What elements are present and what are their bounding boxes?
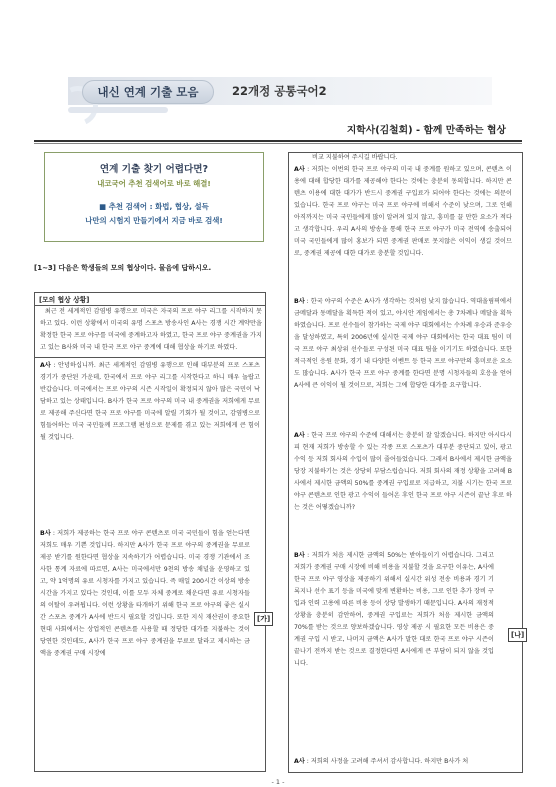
speech-b1-cont: 비교 지불하여 주시길 바랍니다. [312,154,398,161]
promo-box [44,152,264,242]
lesson-topic: 지학사(김철회) - 함께 만족하는 협상 [346,125,506,136]
promo-cta: 나만의 시험지 만들기에서 지금 바로 검색! [85,216,223,225]
speech-a4: A사 : 저희의 사정을 고려해 주셔서 감사합니다. 하지만 B사가 처 [294,758,469,765]
promo-keywords: ■ 추천 검색어 : 화법, 협상, 설득 [99,202,209,211]
header-rule-thin [34,143,522,144]
speech-a2: A사 : 저희는 이번의 한국 프로 야구의 미국 내 중계를 원하고 있으며, 콘텐츠 이용에 대해 합당한 대가를 제공해야 한다는 것에는 충분히 동의합니다. 하지만 콘텐츠 이용에 대한 대가가 반드시 중계권 구입료가 되어야 한다는 것에는 의문이 있습니다. 한국 프로 야구는 미국 프로 야구에 비해서 수준이 낮으며, 그로 인해 아직까지는 미국 국민들에게 많이 알려져 있지 않고, 흥미를 끌 만한 요소가 적다고 생각합니다. 우리 A사의 방송을 통해 한국 프로 야구가 미국 전역에 송출되어 미국 국민들에게 많이 홍보가 되면 중계권 판매로 못지않은 이익이 생길 것이므로, 중계권 제공에 대한 대가로 충분할 것입니다. [294,166,513,257]
situation-title: [모의 협상 상황] [34,292,266,306]
speech-b1: B사 : 저희가 제공하는 한국 프로 야구 콘텐츠로 미국 국민들이 힘을 얻는다면 저희도 매우 기쁜 것입니다. 하지만 A사가 한국 프로 야구의 중계권을 무료로 제공 받기를 원한다면 협상을 지속하기가 어렵습니다. 미국 경쟁 기관에서 조사한 통계 자료에 따르면, A사는 미국에서만 9천의 방송 채널을 운영하고 있고, 약 1억명의 유료 시청자를 가지고 있습니다. 즉 매일 200시간 이상의 방송 시간을 가지고 있다는 것인데, 이를 모두 자체 중계로 채운다면 유료 시청자들의 이탈이 우려됩니다. 이런 상황을 타개하기 위해 한국 프로 야구의 좋은 실시간 스포츠 중계가 A사에 반드시 필요할 것입니다. 또한 지식 재산권이 중요한 현대 사회에서는 상업적인 콘텐츠를 사용할 때 정당한 대가를 지불하는 것이 당연한 것인데도, A사가 한국 프로 야구 중계권을 무료로 달라고 제시하는 금액을 중계권 구매 시장에 [40,530,250,657]
subject-title: 22개정 공통국어2 [232,84,327,98]
passage-frame-right-right [522,152,523,772]
situation-divider [34,357,266,358]
speech-a3: A사 : 한국 프로 야구의 수준에 대해서는 충분히 잘 알겠습니다. 하지만 아시다시피 현재 저희가 방송할 수 있는 각종 프로 스포츠가 대부분 중단되고 있어, 광고 수익 등 저희 회사의 수입이 많이 줄어들었습니다. 그래서 B사에서 제시한 금액을 당장 지불하기는 것은 상당히 부담스럽습니다. 저희 회사의 재정 상황을 고려해 B사에서 제시한 금액의 50%를 중계권 구입료로 지급하고, 지불 시기는 한국 프로 야구 콘텐츠로 인한 광고 수익이 들어온 후인 한국 프로 야구 시즌이 끝난 후로 하는 것은 어떻겠습니까? [294,432,512,511]
header-rule [34,140,522,142]
passage-frame-right-bottom [288,772,523,773]
speech-b2: B사 : 한국 야구의 수준은 A사가 생각하는 것처럼 낮지 않습니다. 역대올림픽에서 금메달과 동메달을 획득한 적이 있고, 야시안 게임에서는 총 7차례나 메달을 획득하였습니다. 프로 선수들이 참가하는 국제 야구 대회에서는 수차례 우승과 준우승을 달성하였고, 특히 2006년에 실시한 국제 야구 대회에서는 한국 대표 팀이 미국 프로 야구 최상위 선수들로 구성된 미국 대표 팀을 이기기도 하였습니다. 또한 적극적인 응원 문화, 경기 내 다양한 이벤트 등 한국 프로 야구만의 흥미로운 요소도 많습니다. A사가 한국 프로 야구 중계를 한다면 분명 시청자들의 호응을 얻어 A사에 큰 이익이 될 것이므로, 저희는 그에 합당한 대가를 요구합니다. [294,298,512,389]
page-number: - 1 - [271,778,285,786]
bracket-tag-ga: [가] [254,612,273,626]
passage-frame-right-left [288,152,289,772]
bracket-tag-na: [나] [508,628,527,642]
section-badge: 내신 연계 기출 모음 [82,80,214,104]
speech-a1: A사 : 안녕하십니까. 최근 세계적인 감염병 유행으로 인해 대부분의 프로 스포츠 경기가 중단된 가운데, 한국에서 프로 야구 리그를 시작한다고 하니 매우 놀랍고 반갑습니다. 미국에서는 프로 야구의 시즌 시작일이 확정되지 않아 많은 국민이 낙담하고 있는 상태입니다. B사가 한국 프로 야구의 미국 내 중계권을 저희에게 무료로 제공해 주신다면 한국 프로 야구를 미국에 알릴 기회가 될 것이고, 감염병으로 힘들어하는 미국 국민들께 프로그램 편성으로 문제를 겪고 있는 저희에게 큰 힘이 될 것입니다. [40,362,260,441]
speech-b3: B사 : 저희가 처음 제시한 금액의 50%는 받아들이기 어렵습니다. 그리고 저희가 중계권 구매 시장에 비해 비용을 지불할 것을 요구한 이유는, A사에 한국 프로 야구 영상을 제공하기 위해서 실시간 위성 전송 비용과 경기 기록지나 선수 표기 등을 미국에 맞게 변환하는 비용, 그로 인한 추가 장비 구입과 인력 고용에 따른 비용 등이 상당 발생하기 때문입니다. A사의 재정적 상황을 충분히 감안하여, 중계권 구입료는 저희가 처음 제시한 금액의 70%를 받는 것으로 양보하겠습니다. 영상 제공 시 필요한 모든 비용은 중계권 구입 시 받고, 나머지 금액은 A사가 말한 대로 한국 프로 야구 시즌이 끝나기 전까지 받는 것으로 결정한다면 A사에게 큰 부담이 되지 않을 것입니다. [294,552,494,667]
question-heading: [1~3] 다음은 학생들의 모의 협상이다. 물음에 답하시오. [34,264,212,272]
situation-text: 최근 전 세계적인 감염병 유행으로 미국은 자국의 프로 야구 리그를 시작하지 못하고 있다. 이런 상황에서 미국의 유명 스포츠 방송사인 A사는 경쟁 시간 계약만을 확정한 한국 프로 야구를 미국에 중계하고자 하였고, 한국 프로 야구 중계권을 가지고 있는 B사와 미국 내 한국 프로 야구 중계에 대해 협상을 하기로 하였다. [40,308,262,351]
promo-subline: 내코국어 추천 검색어로 바로 해결! [97,179,211,188]
promo-headline: 연계 기출 찾기 어렵다면? [99,164,209,175]
decorative-bar [68,107,168,113]
